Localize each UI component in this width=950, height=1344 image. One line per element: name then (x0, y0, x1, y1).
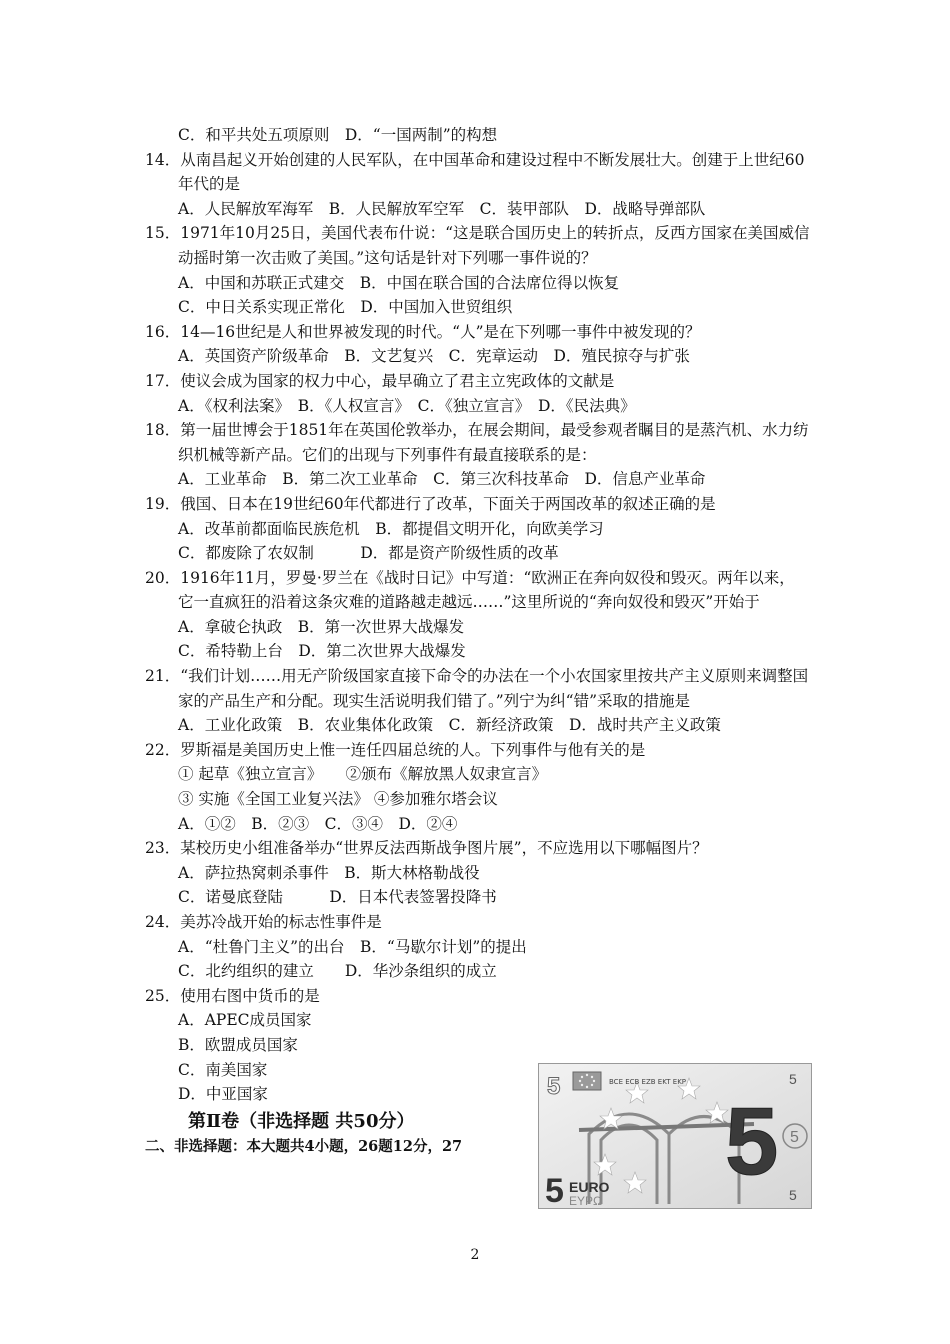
question-24: 24．美苏冷战开始的标志性事件是 (145, 913, 382, 931)
question-25: 25．使用右图中货币的是 (145, 986, 320, 1005)
option-line: A．改革前都面临民族危机 B．都提倡文明开化，向欧美学习 (178, 519, 604, 538)
question-17: 17．使议会成为国家的权力中心，最早确立了君主立宪政体的文献是 (145, 371, 615, 390)
section-subtitle: 二、非选择题：本大题共4小题，26题12分，27 (145, 1137, 463, 1155)
option-line: C．北约组织的建立 D．华沙条组织的成立 (178, 962, 497, 981)
option-line: A．工业革命 B．第二次工业革命 C．第三次科技革命 D．信息产业革命 (178, 470, 706, 489)
currency-euro-text: EURO (569, 1179, 610, 1195)
question-16: 16．14—16世纪是人和世界被发现的时代。“人”是在下列哪一事件中被发现的？ (145, 322, 701, 341)
option-line: ③ 实施《全国工业复兴法》 ④参加雅尔塔会议 (178, 790, 498, 809)
option-line: C．希特勒上台 D．第二次世界大战爆发 (178, 642, 466, 661)
option-line: C．中日关系实现正常化 D．中国加入世贸组织 (178, 298, 513, 317)
option-line: A．“杜鲁门主义”的出台 B．“马歇尔计划”的提出 (178, 937, 527, 956)
option-line: A．APEC成员国家 (178, 1011, 312, 1030)
option-line: A．萨拉热窝刺杀事件 B．斯大林格勒战役 (178, 863, 480, 882)
question-22: 22．罗斯福是美国历史上惟一连任四届总统的人。下列事件与他有关的是 (145, 740, 646, 759)
option-line: A．英国资产阶级革命 B．文艺复兴 C．宪章运动 D．殖民掠夺与扩张 (178, 347, 690, 366)
question-20: 20．1916年11月，罗曼·罗兰在《战时日记》中写道：“欧洲正在奔向奴役和毁灭。两年以来，它一直疯狂的沿着这条灾难的道路越走越远……”这里所说的“奔向奴役和毁灭”开始于 (145, 568, 795, 612)
option-line: B．欧盟成员国家 (178, 1035, 298, 1054)
question-18: 18．第一届世博会于1851年在英国伦敦举办，在展会期间，最受参观者瞩目的是蒸汽机、水力纺织机械等新产品。它们的出现与下列事件有最直接联系的是： (145, 421, 809, 464)
option-line: A．①② B．②③ C．③④ D．②④ (178, 814, 458, 833)
denomination-edge-top: 5 (789, 1071, 797, 1087)
option-line: A．拿破仑执政 B．第一次世界大战爆发 (178, 617, 465, 636)
question-21: 21．“我们计划……用无产阶级国家直接下命令的办法在一个小农国家里按共产主义原则来调整国家的产品生产和分配。现实生活说明我们错了。”列宁为纠“错”采取的措施是 (145, 667, 809, 710)
denomination-large: 5 (725, 1088, 779, 1195)
option-line: D．中亚国家 (178, 1085, 268, 1104)
bank-initials-text: BCE ECB EZB EKT EKP (609, 1078, 687, 1086)
denomination-bottom: 5 (545, 1172, 564, 1208)
option-line: C．都废除了农奴制 D．都是资产阶级性质的改革 (178, 544, 559, 563)
option-line: C．和平共处五项原则 D．“一国两制”的构想 (178, 126, 498, 144)
option-line: A．人民解放军海军 B．人民解放军空军 C．装甲部队 D．战略导弹部队 (178, 199, 706, 218)
euro-banknote-image (538, 1063, 812, 1209)
option-line: C．南美国家 (178, 1060, 268, 1079)
option-line: ① 起草《独立宣言》 ②颁布《解放黑人奴隶宣言》 (178, 765, 548, 784)
currency-greek-text: EYPΩ (569, 1194, 602, 1208)
option-line: A．工业化政策 B．农业集体化政策 C．新经济政策 D．战时共产主义政策 (178, 716, 721, 735)
banknote-drawing (539, 1064, 811, 1208)
denomination-edge-bottom: 5 (789, 1187, 797, 1203)
option-line: C．诺曼底登陆 D．日本代表签署投降书 (178, 888, 497, 907)
question-23: 23．某校历史小组准备举办“世界反法西斯战争图片展”，不应选用以下哪幅图片？ (145, 839, 708, 858)
section-title: 第Ⅱ卷（非选择题 共50分） (188, 1110, 415, 1132)
option-line: A．《权利法案》 B．《人权宣言》 C．《独立宣言》 D．《民法典》 (178, 396, 636, 415)
option-line: A．中国和苏联正式建交 B．中国在联合国的合法席位得以恢复 (178, 273, 620, 292)
question-14: 14．从南昌起义开始创建的人民军队，在中国革命和建设过程中不断发展壮大。创建于上世纪60年代的是 (145, 150, 805, 194)
question-15: 15．1971年10月25日，美国代表布什说：“这是联合国历史上的转折点，反西方国家在美国威信动摇时第一次击败了美国。”这句话是针对下列哪一事件说的？ (145, 224, 810, 267)
question-list (145, 123, 810, 1159)
denomination-small: 5 (547, 1073, 561, 1100)
denomination-hologram: 5 (790, 1129, 799, 1146)
page-number: 2 (470, 1247, 480, 1263)
question-19: 19．俄国、日本在19世纪60年代都进行了改革，下面关于两国改革的叙述正确的是 (145, 494, 716, 513)
